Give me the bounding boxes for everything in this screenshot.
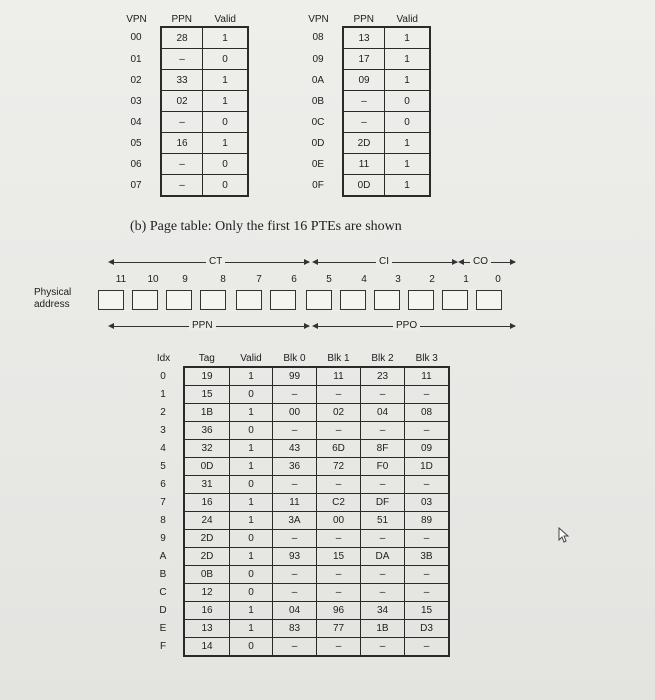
vpn-cell: 05 <box>130 137 142 149</box>
blk2-cell: 23 <box>361 367 405 386</box>
valid-cell: 0 <box>203 175 249 197</box>
header-blk0: Blk 0 <box>283 352 306 364</box>
co-arrow-right <box>510 259 516 265</box>
blk0-cell: – <box>273 566 317 584</box>
mouse-pointer-icon <box>558 527 570 543</box>
blk0-cell: 99 <box>273 367 317 386</box>
valid-cell: 1 <box>385 49 431 70</box>
ppn-cell: 0D <box>343 175 385 197</box>
blk0-cell: – <box>273 638 317 657</box>
blk3-cell: – <box>405 530 450 548</box>
cache-row <box>143 602 449 620</box>
blk3-cell: D3 <box>405 620 450 638</box>
bit-number: 1 <box>463 274 469 285</box>
blk2-cell: 34 <box>361 602 405 620</box>
address-bit-cell <box>270 290 296 310</box>
tag-cell: 16 <box>184 494 230 512</box>
idx-cell: 3 <box>160 425 166 436</box>
blk2-cell: 51 <box>361 512 405 530</box>
blk3-cell: 11 <box>405 367 450 386</box>
valid-cell: 0 <box>230 386 273 404</box>
header-blk1: Blk 1 <box>327 352 350 364</box>
page-table-row <box>294 70 430 91</box>
blk2-cell: – <box>361 584 405 602</box>
blk3-cell: – <box>405 386 450 404</box>
blk3-cell: 1D <box>405 458 450 476</box>
ppn-cell: – <box>343 91 385 112</box>
valid-cell: 0 <box>203 112 249 133</box>
blk3-cell: – <box>405 476 450 494</box>
ppn-cell: 33 <box>161 70 203 91</box>
idx-cell: A <box>159 551 167 562</box>
blk3-cell: – <box>405 638 450 657</box>
valid-cell: 1 <box>230 512 273 530</box>
blk0-cell: 00 <box>273 404 317 422</box>
ct-arrow-right <box>304 259 310 265</box>
blk1-cell: 02 <box>317 404 361 422</box>
address-bit-cell <box>374 290 400 310</box>
vpn-cell: 09 <box>312 53 324 65</box>
tag-cell: 1B <box>184 404 230 422</box>
physical-address-label <box>34 287 71 311</box>
valid-cell: 0 <box>230 584 273 602</box>
ppn-cell: 2D <box>343 133 385 154</box>
blk3-cell: 89 <box>405 512 450 530</box>
valid-cell: 1 <box>385 27 431 49</box>
valid-cell: 0 <box>385 91 431 112</box>
ppn-cell: – <box>343 112 385 133</box>
cache-row <box>143 367 449 386</box>
address-bit-cell <box>340 290 366 310</box>
blk1-cell: – <box>317 584 361 602</box>
tag-cell: 31 <box>184 476 230 494</box>
page-table-row <box>112 133 248 154</box>
idx-cell: 7 <box>160 497 166 508</box>
blk0-cell: – <box>273 530 317 548</box>
blk1-cell: – <box>317 386 361 404</box>
blk0-cell: 83 <box>273 620 317 638</box>
blk2-cell: – <box>361 566 405 584</box>
address-bit-cell <box>98 290 124 310</box>
vpn-cell: 04 <box>130 116 142 128</box>
ppn-cell: 02 <box>161 91 203 112</box>
blk2-cell: – <box>361 638 405 657</box>
physical-address-label-line2: address <box>34 299 70 310</box>
bit-number: 4 <box>361 274 367 285</box>
vpn-cell: 00 <box>130 32 142 44</box>
header-valid: Valid <box>396 13 418 25</box>
vpn-cell: 07 <box>130 179 142 191</box>
cache-row <box>143 458 449 476</box>
valid-cell: 1 <box>203 91 249 112</box>
page-table-row <box>294 49 430 70</box>
blk3-cell: 08 <box>405 404 450 422</box>
ppo-label: PPO <box>393 320 420 331</box>
address-bit-cell <box>200 290 226 310</box>
ct-label: CT <box>206 256 225 267</box>
blk0-cell: 43 <box>273 440 317 458</box>
page-table-row <box>112 49 248 70</box>
blk1-cell: – <box>317 530 361 548</box>
cache-row <box>143 584 449 602</box>
page-table-row <box>294 27 430 49</box>
header-valid: Valid <box>214 13 236 25</box>
page-table-row <box>112 91 248 112</box>
header-vpn: VPN <box>126 14 147 25</box>
page-table-row <box>294 112 430 133</box>
valid-cell: 1 <box>230 404 273 422</box>
blk3-cell: 03 <box>405 494 450 512</box>
blk0-cell: 11 <box>273 494 317 512</box>
header-vpn: VPN <box>308 14 329 25</box>
ppn-cell: – <box>161 49 203 70</box>
blk2-cell: F0 <box>361 458 405 476</box>
page-table-row <box>294 91 430 112</box>
idx-cell: B <box>159 569 167 580</box>
tag-cell: 32 <box>184 440 230 458</box>
blk2-cell: DA <box>361 548 405 566</box>
cache-row <box>143 476 449 494</box>
blk1-cell: 77 <box>317 620 361 638</box>
header-ppn: PPN <box>171 13 193 25</box>
tag-cell: 2D <box>184 548 230 566</box>
ppn-cell: 28 <box>161 27 203 49</box>
cache-row <box>143 638 449 657</box>
header-ppn: PPN <box>353 13 375 25</box>
valid-cell: 1 <box>385 154 431 175</box>
bit-number: 10 <box>147 274 159 285</box>
blk2-cell: 1B <box>361 620 405 638</box>
bit-number: 11 <box>115 274 127 285</box>
blk2-cell: – <box>361 386 405 404</box>
blk2-cell: DF <box>361 494 405 512</box>
tag-cell: 19 <box>184 367 230 386</box>
blk0-cell: 04 <box>273 602 317 620</box>
address-bit-cell <box>476 290 502 310</box>
vpn-cell: 0D <box>311 137 325 149</box>
ppn-cell: – <box>161 112 203 133</box>
cache-row <box>143 422 449 440</box>
blk0-cell: 3A <box>273 512 317 530</box>
cache-row <box>143 404 449 422</box>
vpn-cell: 0B <box>311 95 325 107</box>
blk1-cell: 00 <box>317 512 361 530</box>
idx-cell: C <box>159 587 167 598</box>
address-bit-cell <box>408 290 434 310</box>
idx-cell: 8 <box>160 515 166 526</box>
page-table-row <box>294 133 430 154</box>
vpn-cell: 06 <box>130 158 142 170</box>
address-bit-cell <box>132 290 158 310</box>
address-bit-cell <box>166 290 192 310</box>
vpn-cell: 0F <box>312 179 324 191</box>
header-valid: Valid <box>240 352 262 364</box>
valid-cell: 0 <box>385 112 431 133</box>
blk0-cell: – <box>273 386 317 404</box>
co-label: CO <box>470 256 491 267</box>
idx-cell: F <box>159 641 167 653</box>
header-blk3: Blk 3 <box>415 352 438 364</box>
valid-cell: 1 <box>385 70 431 91</box>
blk3-cell: 3B <box>405 548 450 566</box>
vpn-cell: 0C <box>311 116 325 128</box>
address-bit-cell <box>442 290 468 310</box>
address-bit-cell <box>306 290 332 310</box>
tag-cell: 24 <box>184 512 230 530</box>
blk3-cell: 09 <box>405 440 450 458</box>
bit-number: 0 <box>495 274 501 285</box>
valid-cell: 1 <box>230 620 273 638</box>
valid-cell: 0 <box>230 422 273 440</box>
tag-cell: 14 <box>184 638 230 657</box>
valid-cell: 0 <box>203 154 249 175</box>
blk1-cell: 15 <box>317 548 361 566</box>
page-table-row <box>112 154 248 175</box>
tag-cell: 12 <box>184 584 230 602</box>
idx-cell: E <box>159 623 167 634</box>
tag-cell: 36 <box>184 422 230 440</box>
header-idx: Idx <box>156 353 171 364</box>
idx-cell: 4 <box>160 443 166 454</box>
blk2-cell: – <box>361 422 405 440</box>
valid-cell: 0 <box>230 530 273 548</box>
cache-row <box>143 440 449 458</box>
vpn-cell: 0A <box>311 74 325 86</box>
idx-cell: 9 <box>160 533 166 544</box>
ppn-cell: 13 <box>343 27 385 49</box>
valid-cell: 1 <box>203 133 249 154</box>
valid-cell: 0 <box>230 476 273 494</box>
blk2-cell: 8F <box>361 440 405 458</box>
tag-cell: 0B <box>184 566 230 584</box>
blk3-cell: – <box>405 584 450 602</box>
vpn-cell: 0E <box>311 158 325 170</box>
cache-row <box>143 512 449 530</box>
bit-number: 5 <box>326 274 332 285</box>
ppo-arrow-right <box>510 323 516 329</box>
page-table-caption: (b) Page table: Only the first 16 PTEs are shown <box>130 219 402 234</box>
blk0-cell: – <box>273 422 317 440</box>
header-tag: Tag <box>198 352 215 364</box>
bit-number: 7 <box>256 274 262 285</box>
blk1-cell: – <box>317 476 361 494</box>
idx-cell: 1 <box>160 389 166 400</box>
bit-number: 8 <box>220 274 226 285</box>
ppn-label: PPN <box>189 320 216 331</box>
cache-row <box>143 566 449 584</box>
ppn-cell: – <box>161 175 203 197</box>
idx-cell: D <box>159 605 167 616</box>
tag-cell: 15 <box>184 386 230 404</box>
valid-cell: 1 <box>203 70 249 91</box>
cache-table <box>143 350 450 657</box>
page-table-right <box>294 12 431 197</box>
ppn-cell: 17 <box>343 49 385 70</box>
idx-cell: 5 <box>160 461 166 472</box>
address-bit-cell <box>236 290 262 310</box>
valid-cell: 1 <box>385 133 431 154</box>
blk1-cell: – <box>317 422 361 440</box>
cache-row <box>143 494 449 512</box>
idx-cell: 2 <box>160 407 166 418</box>
vpn-cell: 03 <box>130 95 142 107</box>
idx-cell: 0 <box>160 370 166 382</box>
ppn-cell: – <box>161 154 203 175</box>
valid-cell: 0 <box>230 566 273 584</box>
valid-cell: 1 <box>230 602 273 620</box>
page-table-row <box>112 27 248 49</box>
ci-label: CI <box>376 256 392 267</box>
page-table-row <box>112 70 248 91</box>
cache-row <box>143 530 449 548</box>
valid-cell: 1 <box>230 548 273 566</box>
blk3-cell: – <box>405 566 450 584</box>
tag-cell: 13 <box>184 620 230 638</box>
page-table-row <box>294 175 430 197</box>
page-table-row <box>112 175 248 197</box>
blk1-cell: 72 <box>317 458 361 476</box>
tag-cell: 2D <box>184 530 230 548</box>
cache-row <box>143 620 449 638</box>
blk3-cell: 15 <box>405 602 450 620</box>
ppn-cell: 16 <box>161 133 203 154</box>
physical-address-diagram <box>0 250 655 340</box>
vpn-cell: 01 <box>130 53 142 65</box>
blk1-cell: – <box>317 638 361 657</box>
physical-address-label-line1: Physical <box>34 287 72 298</box>
blk1-cell: – <box>317 566 361 584</box>
valid-cell: 0 <box>230 638 273 657</box>
bit-number: 2 <box>429 274 435 285</box>
tag-cell: 16 <box>184 602 230 620</box>
page-table-row <box>112 112 248 133</box>
blk1-cell: C2 <box>317 494 361 512</box>
blk1-cell: 6D <box>317 440 361 458</box>
vpn-cell: 08 <box>312 32 324 44</box>
valid-cell: 1 <box>203 27 249 49</box>
blk0-cell: – <box>273 584 317 602</box>
valid-cell: 1 <box>385 175 431 197</box>
page-table-left <box>112 12 249 197</box>
blk2-cell: 04 <box>361 404 405 422</box>
vpn-cell: 02 <box>130 74 142 86</box>
bit-number: 9 <box>182 274 188 285</box>
blk2-cell: – <box>361 476 405 494</box>
blk0-cell: 36 <box>273 458 317 476</box>
header-blk2: Blk 2 <box>371 352 394 364</box>
ppn-arrow-right <box>304 323 310 329</box>
cache-row <box>143 548 449 566</box>
blk2-cell: – <box>361 530 405 548</box>
cache-row <box>143 386 449 404</box>
idx-cell: 6 <box>160 479 166 490</box>
blk3-cell: – <box>405 422 450 440</box>
valid-cell: 1 <box>230 440 273 458</box>
valid-cell: 1 <box>230 367 273 386</box>
blk0-cell: – <box>273 476 317 494</box>
blk1-cell: 11 <box>317 367 361 386</box>
ppn-cell: 09 <box>343 70 385 91</box>
ppn-cell: 11 <box>343 154 385 175</box>
valid-cell: 1 <box>230 458 273 476</box>
bit-number: 6 <box>291 274 297 285</box>
page-table-row <box>294 154 430 175</box>
blk0-cell: 93 <box>273 548 317 566</box>
valid-cell: 0 <box>203 49 249 70</box>
bit-number: 3 <box>395 274 401 285</box>
tag-cell: 0D <box>184 458 230 476</box>
valid-cell: 1 <box>230 494 273 512</box>
blk1-cell: 96 <box>317 602 361 620</box>
